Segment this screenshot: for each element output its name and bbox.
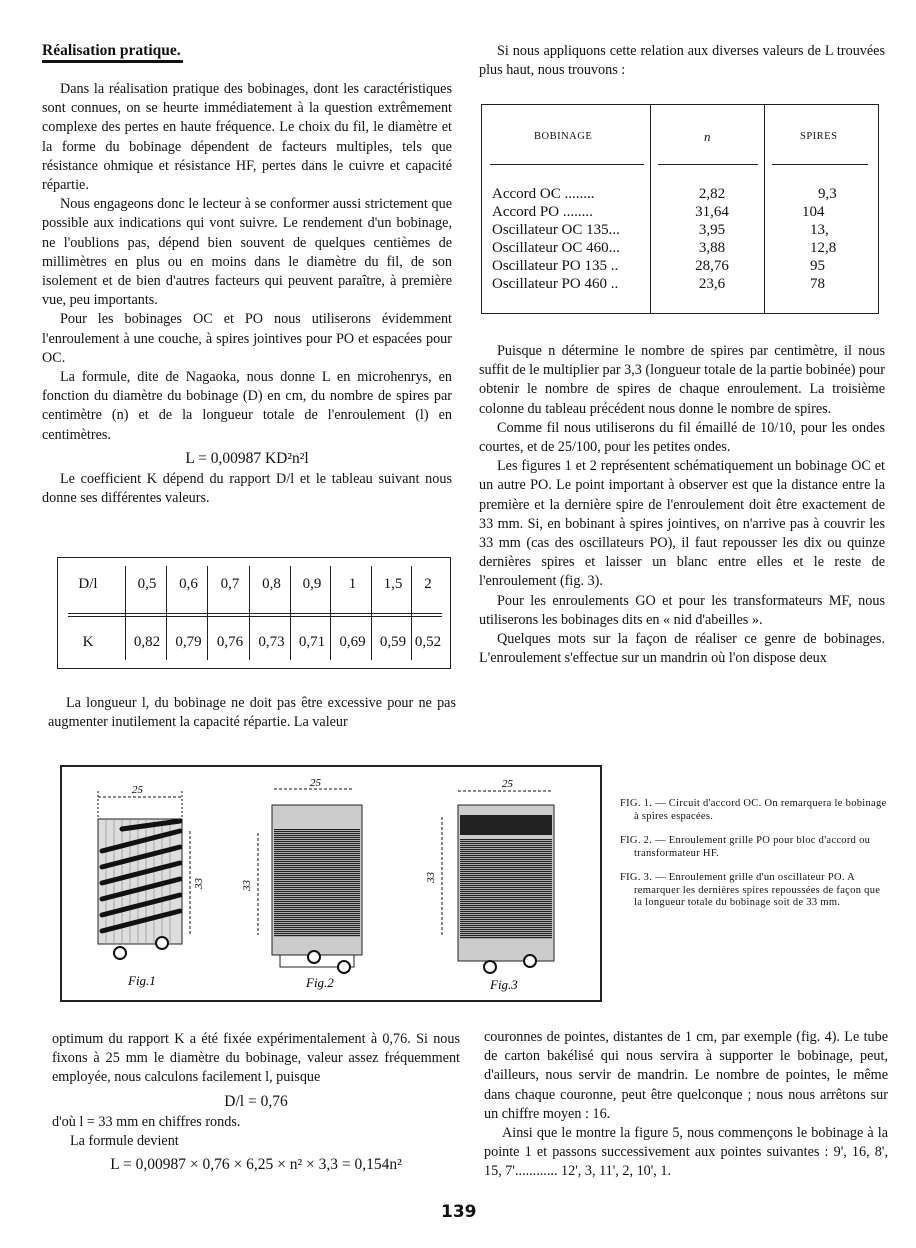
table-rule: [772, 164, 868, 165]
paragraph: Puisque n détermine le nombre de spires par centimètre, il nous suffit de le multiplier par 3,3 (longueur totale de la partie bobinée) pour obtenir le nombre de spires de chaque enroulement. La troisième colonne du tableau précédent nous donne le nombre de spires.: [479, 343, 885, 417]
formula-final: L = 0,00987 × 0,76 × 6,25 × n² × 3,3 = 0,154n²: [110, 1156, 402, 1174]
dl-value: 1: [348, 576, 357, 592]
coil-n: 28,76: [695, 258, 729, 274]
figure-2-coil: [241, 777, 362, 990]
k-value: 0,59: [379, 634, 407, 650]
right-column-bottom: [484, 1028, 888, 1182]
coil-n: 3,95: [698, 222, 726, 238]
coil-spires: 12,8: [810, 240, 837, 256]
caption-fig-3: FIG. 3. — Enroulement grille d'un oscillateur PO. A remarquer les dernières spires repoussées de façon que la longueur totale du bobinage soit de 33 mm.: [620, 872, 881, 908]
paragraph: Dans la réalisation pratique des bobinages, dont les caractéristiques sont connues, on se heurte immédiatement à la question extrêmement complexe des pertes en haute fréquence. Le choix du fil, le diamètre et la forme du bobinage dépendent de facteurs multiples, tels que résistance ohmique et résistance HF, pertes dans le cuivre et capacité répartie.: [42, 81, 452, 194]
coil-name: Oscillateur PO 460 ..: [492, 276, 619, 292]
table-divider: [650, 105, 651, 313]
coil-n: 31,64: [695, 204, 729, 220]
table-rule: [658, 164, 758, 165]
k-value: 0,82: [133, 634, 161, 650]
dimension-label: 25: [310, 777, 321, 789]
coil-spires: 9,3: [818, 186, 837, 202]
paragraph: Le coefficient K dépend du rapport D/l et le tableau suivant nous donne ses différentes valeurs.: [42, 471, 452, 507]
table-rule: [490, 164, 644, 165]
k-value: 0,73: [258, 634, 285, 650]
coil-n: 23,6: [698, 276, 726, 292]
paragraph: Nous engageons donc le lecteur à se conformer aussi strictement que possible aux indications qui vont suivre. Le rendement d'un bobinage, ne l'oublions pas, dépend bien souvent de quelques centièmes de millimètres en plus ou en moins dans le diamètre du fil, de son isolement et de bien d'autres facteurs qui peuvent paraître, à première vue, peu importants.: [42, 196, 452, 309]
figure-label: Fig.3: [490, 977, 518, 992]
row-label: K: [82, 634, 94, 650]
table-divider: [764, 105, 765, 313]
left-column-top: [42, 80, 452, 508]
figures-panel: [60, 765, 602, 1002]
k-value: 0,71: [298, 634, 326, 650]
paragraph: Les figures 1 et 2 représentent schématiquement un bobinage OC et un autre PO. Le point important à observer est que la distance entre la première et la dernière spire de l'enroulement doit être exactement de 33 mm. Si, en bobinant à spires jointives, on n'arrive pas à couvrir les 33 mm (cas des oscillateurs PO), il faut repousser les dix ou quinze dernières spires et laisser un blanc entre elles et le reste de l'enroulement (fig. 3).: [479, 458, 885, 590]
caption-fig-2: FIG. 2. — Enroulement grille PO pour bloc d'accord ou transformateur HF.: [620, 835, 871, 859]
coil-name: Accord OC ........: [492, 186, 595, 202]
paragraph: couronnes de pointes, distantes de 1 cm, par exemple (fig. 4). Le tube de carton bakélisé qui nous servira à supporter le bobinage, peut, d'ailleurs, nous servir de mandrin. Le nombre de pointes, le même dans chaque couronne, peut être quelconque ; nous nous arrêtons sur un chiffre moyen : 16.: [484, 1029, 888, 1122]
dl-value: 1,5: [383, 576, 403, 592]
dl-value: 0,6: [179, 576, 198, 592]
caption-fig-1: FIG. 1. — Circuit d'accord OC. On remarquera le bobinage à spires espacées.: [620, 798, 887, 822]
left-column-mid: [48, 694, 456, 732]
k-value: 0,52: [414, 634, 442, 650]
coil-spires: 95: [810, 258, 825, 274]
coil-name: Oscillateur PO 135 ..: [492, 258, 619, 274]
paragraph: La formule, dite de Nagaoka, nous donne L en microhenrys, en fonction du diamètre du bobinage (D) en cm, du nombre de spires par centimètre (n) et de la longueur totale de l'enroulement (l) en centimètres.: [42, 369, 452, 443]
formula-ratio: D/l = 0,76: [224, 1092, 288, 1110]
section-heading: Réalisation pratique.: [42, 42, 181, 59]
paragraph: Ainsi que le montre la figure 5, nous commençons le bobinage à la pointe 1 et passons successivement aux pointes suivantes : 9', 16, 8', 15, 7'............ 12', 3, 11', 2, 10', 1.: [484, 1125, 888, 1180]
table-row-dl: [58, 576, 450, 593]
table-row-k: [58, 634, 450, 651]
k-value: 0,76: [216, 634, 244, 650]
paragraph: Quelques mots sur la façon de réaliser ce genre de bobinages. L'enroulement s'effectue sur un mandrin où l'on dispose deux: [479, 631, 885, 667]
k-value: 0,79: [175, 634, 202, 650]
right-column-top: [479, 42, 885, 80]
formula-nagaoka: L = 0,00987 KD²n²l: [185, 449, 309, 467]
right-column-mid: [479, 342, 885, 668]
paragraph: Pour les bobinages OC et PO nous utiliserons évidemment l'enroulement à une couche, à spires jointives pour PO et espacées pour OC.: [42, 311, 452, 366]
figure-1-coil: [98, 784, 205, 988]
coil-name: Oscillateur OC 135...: [492, 222, 620, 238]
figure-label: Fig.1: [128, 973, 156, 988]
coil-n: 3,88: [698, 240, 726, 256]
coil-n: 2,82: [698, 186, 726, 202]
paragraph: La longueur l, du bobinage ne doit pas être excessive pour ne pas augmenter inutilement la capacité répartie. La valeur: [48, 695, 456, 731]
dimension-label: 25: [132, 784, 143, 796]
paragraph: Comme fil nous utiliserons du fil émaillé de 10/10, pour les ondes courtes, et de 25/100, pour les petites ondes.: [479, 419, 885, 456]
paragraph: optimum du rapport K a été fixée expérimentalement à 0,76. Si nous fixons à 25 mm le diamètre du bobinage, valeur assez fréquemment employée, nous calculons facilement l, puisque: [52, 1031, 460, 1086]
paragraph: d'où l = 33 mm en chiffres ronds.: [52, 1113, 241, 1130]
coil-name: Oscillateur OC 460...: [492, 240, 620, 256]
coil-figures: [62, 767, 600, 1000]
row-label: D/l: [78, 576, 98, 592]
column-header: n: [704, 129, 711, 144]
k-coefficient-table: [57, 557, 451, 669]
dimension-label: 33: [193, 878, 205, 889]
dl-value: 0,8: [262, 576, 281, 592]
dl-value: 0,9: [302, 576, 322, 592]
dl-value: 0,7: [220, 576, 240, 592]
coil-name: Accord PO ........: [492, 204, 593, 220]
dl-value: 0,5: [137, 576, 157, 592]
figure-label: Fig.2: [306, 975, 334, 990]
left-column-bottom: [52, 1030, 460, 1176]
dimension-label: 33: [241, 880, 253, 891]
coil-spires: 78: [810, 276, 825, 292]
coil-table: [481, 104, 879, 314]
paragraph: La formule devient: [70, 1133, 179, 1150]
figure-captions: [620, 798, 890, 922]
column-header: SPIRES: [800, 131, 838, 142]
figure-3-coil: [425, 778, 554, 992]
k-value: 0,69: [339, 634, 366, 650]
column-header: BOBINAGE: [534, 131, 593, 142]
dimension-label: 33: [425, 872, 437, 883]
dimension-label: 25: [502, 778, 513, 790]
coil-spires: 13,: [810, 222, 829, 238]
coil-spires: 104: [802, 204, 825, 220]
dl-value: 2: [424, 576, 432, 592]
page-number: 139: [441, 1202, 477, 1222]
paragraph: Pour les enroulements GO et pour les transformateurs MF, nous utiliserons les bobinages dits en « nid d'abeilles ».: [479, 592, 885, 628]
paragraph: Si nous appliquons cette relation aux diverses valeurs de L trouvées plus haut, nous trouvons :: [479, 43, 885, 79]
